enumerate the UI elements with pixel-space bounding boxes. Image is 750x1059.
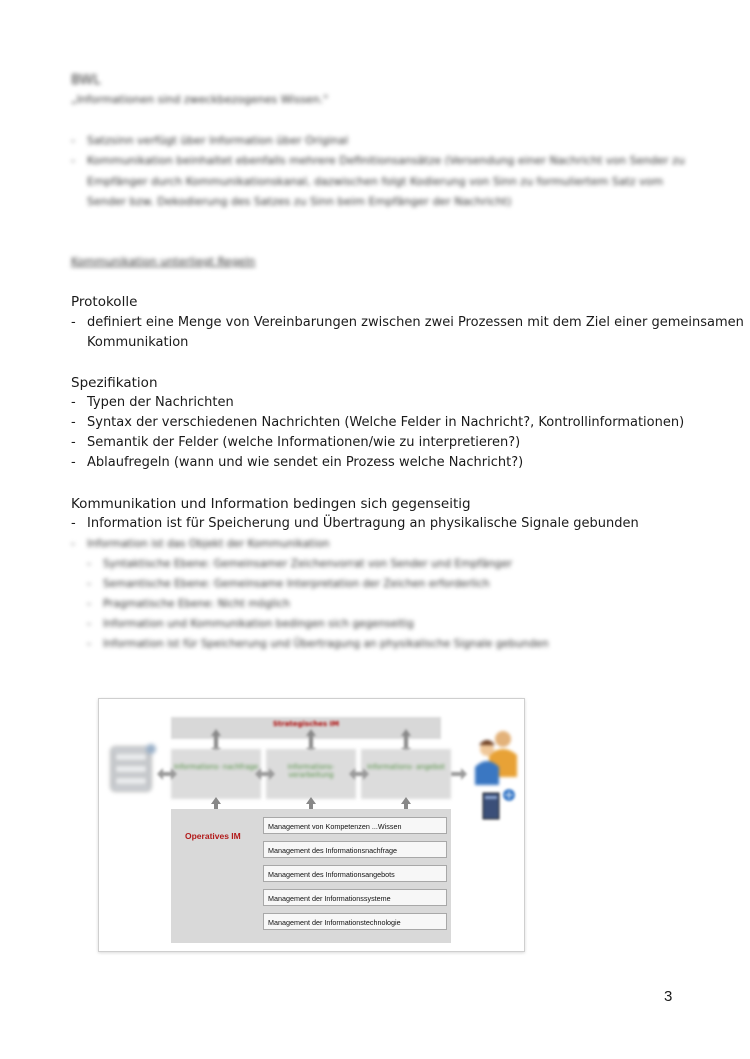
- users-icon: [473, 727, 521, 787]
- management-item: Management des Informationsnachfrage: [263, 841, 447, 858]
- blurred-bullet: - Satzsinn verfügt über Information über Original: [71, 134, 349, 147]
- computer-icon: [479, 787, 519, 821]
- info-box-supply: Informations- angebot: [361, 749, 451, 799]
- horizontal-arrow: [349, 768, 369, 780]
- horizontal-arrow: [157, 768, 177, 780]
- horizontal-arrow: [447, 768, 467, 780]
- blurred-bullet-cont: Empfänger durch Kommunikationskanal, dazwischen folgt Kodierung von Sinn zu formuliertem Satz vom: [87, 175, 664, 188]
- management-item: Management der Informationssysteme: [263, 889, 447, 906]
- management-item: Management der Informationstechnologie: [263, 913, 447, 930]
- blurred-heading: BWL: [71, 72, 101, 88]
- operative-im-label: Operatives IM: [185, 831, 241, 841]
- kommunikation-heading: Kommunikation und Information bedingen sich gegenseitig: [71, 496, 471, 512]
- spezifikation-heading: Spezifikation: [71, 375, 158, 391]
- blurred-item: - Information ist das Objekt der Kommunikation: [71, 538, 330, 550]
- management-item: Management von Kompetenzen ...Wissen: [263, 817, 447, 834]
- spezifikation-item: - Semantik der Felder (welche Informationen/wie zu interpretieren?): [71, 435, 521, 450]
- blurred-subitem: - Syntaktische Ebene: Gemeinsamer Zeichenvorrat von Sender und Empfänger: [87, 558, 513, 570]
- spezifikation-item: - Typen der Nachrichten: [71, 395, 234, 410]
- strategic-im-label: Strategisches IM: [272, 720, 340, 728]
- page-number: 3: [664, 988, 673, 1005]
- protokolle-bullet: - definiert eine Menge von Vereinbarungen zwischen zwei Prozessen mit dem Ziel einer gemeinsamen: [71, 315, 744, 330]
- information-management-figure: [98, 698, 525, 952]
- blurred-quote: „Informationen sind zweckbezogenes Wissen.": [71, 93, 329, 106]
- blurred-subitem: - Semantische Ebene: Gemeinsame Interpretation der Zeichen erforderlich: [87, 578, 490, 590]
- protokolle-heading: Protokolle: [71, 294, 138, 310]
- spezifikation-item: - Ablaufregeln (wann und wie sendet ein Prozess welche Nachricht?): [71, 455, 524, 470]
- blurred-subheading: Kommunikation unterliegt Regeln: [71, 255, 256, 268]
- info-box-demand: Informations- nachfrage: [171, 749, 261, 799]
- blurred-bullet-cont: Sender bzw. Dekodierung des Satzes zu Sinn beim Empfänger der Nachricht): [87, 195, 512, 208]
- operative-im-panel: [171, 809, 451, 943]
- blurred-bullet: - Kommunikation beinhaltet ebenfalls mehrere Definitionsansätze (Versendung einer Nachricht von Sender zu: [71, 154, 685, 167]
- database-server-icon: [107, 739, 157, 795]
- management-item: Management des Informationsangebots: [263, 865, 447, 882]
- blurred-subitem: - Information ist für Speicherung und Übertragung an physikalische Signale gebunden: [87, 638, 549, 650]
- blurred-subitem: - Information und Kommunikation bedingen sich gegenseitig: [87, 618, 414, 630]
- protokolle-bullet-cont: Kommunikation: [87, 335, 189, 350]
- blurred-subitem: - Pragmatische Ebene: Nicht möglich: [87, 598, 290, 610]
- horizontal-arrow: [255, 768, 275, 780]
- spezifikation-item: - Syntax der verschiedenen Nachrichten (Welche Felder in Nachricht?, Kontrollinformationen): [71, 415, 685, 430]
- info-box-processing: Informations- verarbeitung: [266, 749, 356, 799]
- kommunikation-item: - Information ist für Speicherung und Übertragung an physikalische Signale gebunden: [71, 516, 639, 531]
